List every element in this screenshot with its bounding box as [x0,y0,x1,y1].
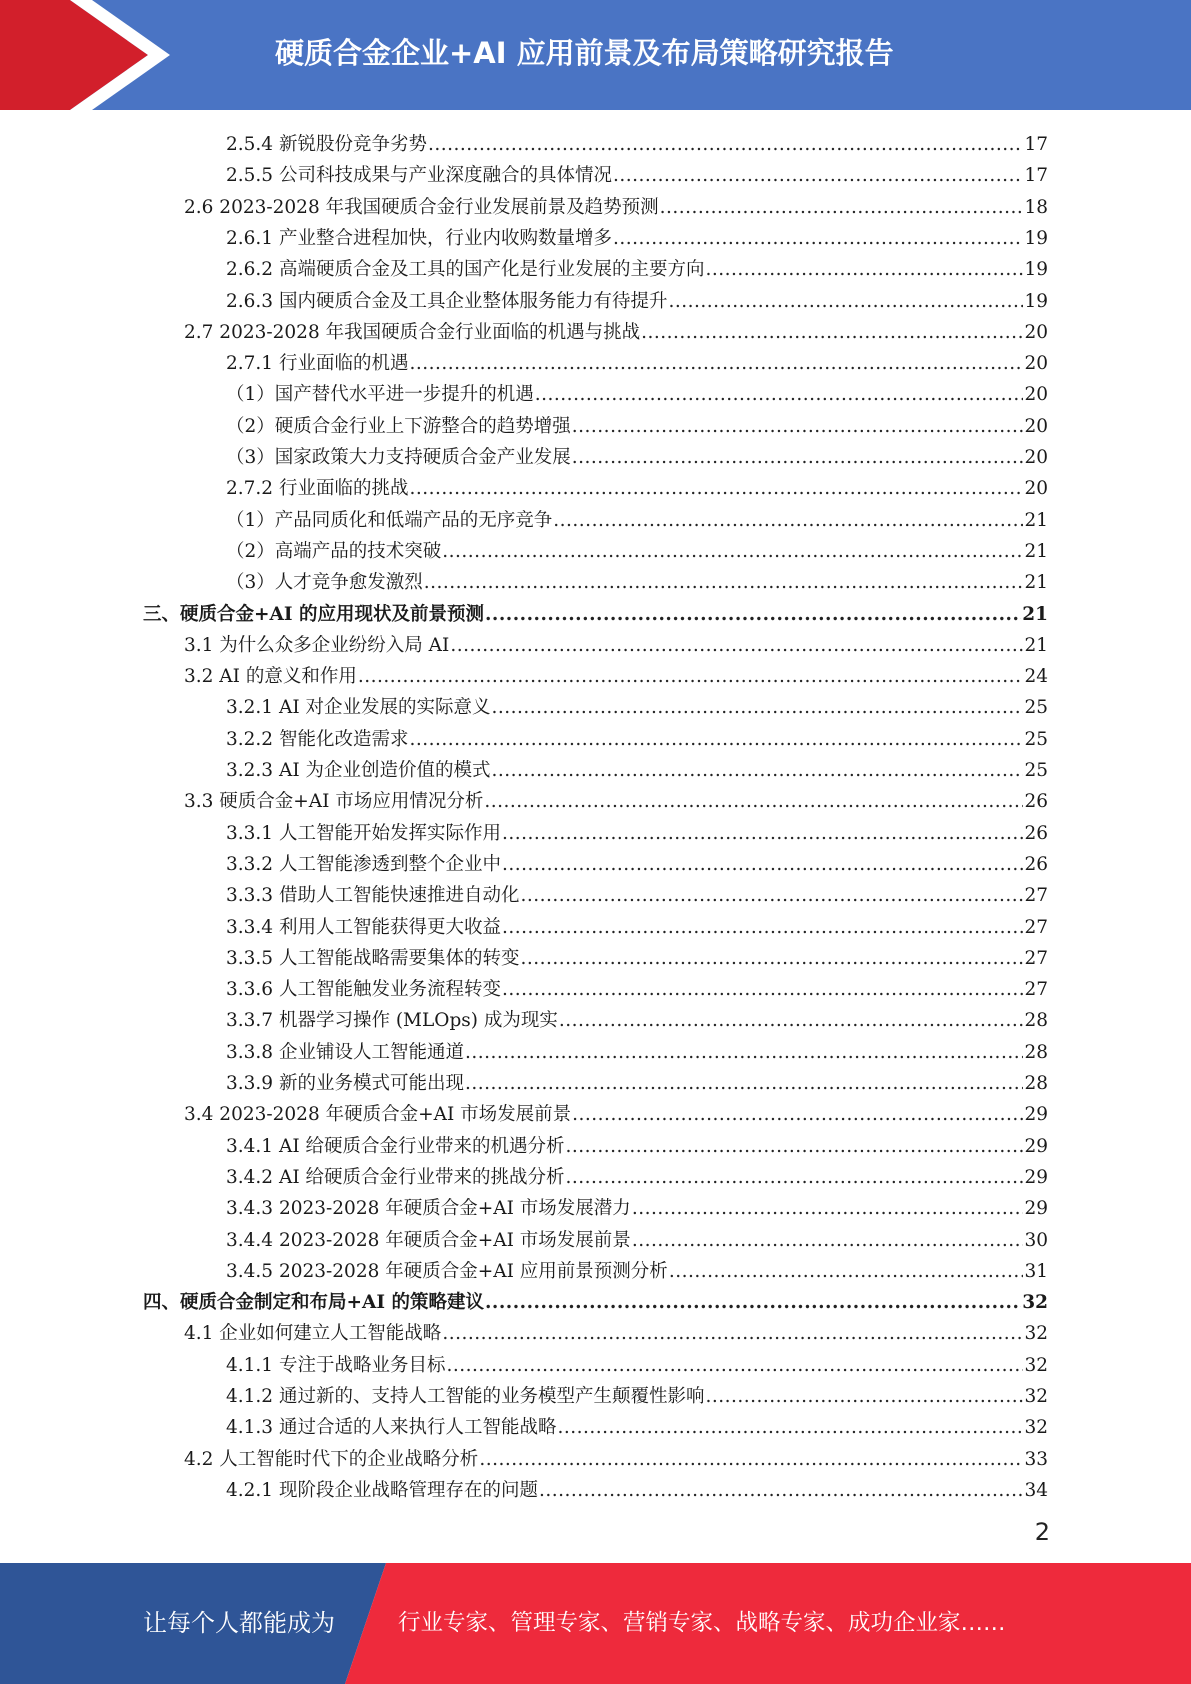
toc-entry-page: 25 [1024,760,1048,781]
toc-entry[interactable] [226,129,1048,160]
toc-dot-leader [705,254,1023,285]
toc-dot-leader [442,536,1023,567]
toc-entry-label: 3.4 2023-2028 年硬质合金+AI 市场发展前景 [184,1104,572,1126]
toc-entry-page: 28 [1024,1073,1048,1094]
toc-entry-label: 2.6 2023-2028 年我国硬质合金行业发展前景及趋势预测 [184,196,659,218]
toc-entry-page: 29 [1024,1198,1048,1220]
toc-entry-label: 3.2.3 AI 为企业创造价值的模式 [226,760,491,781]
toc-entry-label: 2.5.4 新锐股份竞争劣势 [226,134,427,155]
toc-entry-label: 3.4.3 2023-2028 年硬质合金+AI 市场发展潜力 [226,1198,631,1220]
toc-entry-page: 33 [1024,1448,1048,1470]
toc-entry[interactable] [226,348,1048,379]
toc-dot-leader [465,1037,1023,1068]
toc-entry[interactable] [184,1099,1048,1130]
toc-entry-page: 27 [1024,979,1048,1001]
toc-dot-leader [484,786,1023,817]
toc-dot-leader [559,1005,1024,1036]
toc-entry-page: 20 [1024,384,1048,406]
toc-entry[interactable] [226,1068,1048,1099]
toc-entry-label: 3.2 AI 的意义和作用 [184,666,357,688]
toc-entry[interactable] [184,192,1048,223]
toc-entry-page: 28 [1024,1041,1048,1063]
toc-entry-label: （1）产品同质化和低端产品的无序竞争 [226,509,553,531]
toc-dot-leader [424,567,1024,598]
toc-entry-label: 4.1 企业如何建立人工智能战略 [184,1323,442,1345]
toc-entry-label: 3.3.4 利用人工智能获得更大收益 [226,916,501,938]
report-title: 硬质合金企业+AI 应用前景及布局策略研究报告 [275,36,894,70]
toc-entry[interactable] [226,223,1048,254]
toc-dot-leader [669,1256,1024,1287]
footer-slogan-left: 让每个人都能成为 [143,1609,335,1637]
toc-dot-leader [572,1099,1023,1130]
toc-entry-label: 2.5.5 公司科技成果与产业深度融合的具体情况 [226,165,612,187]
toc-entry[interactable] [226,849,1048,880]
footer-slogan-right: 行业专家、管理专家、营销专家、战略专家、成功企业家…… [398,1610,1006,1636]
toc-entry[interactable] [226,818,1048,849]
toc-entry[interactable] [226,1037,1048,1068]
toc-dot-leader [502,974,1023,1005]
toc-entry[interactable] [226,692,1048,723]
toc-entry-page: 29 [1024,1135,1048,1157]
toc-entry-label: 4.1.1 专注于战略业务目标 [226,1354,446,1376]
toc-entry[interactable] [226,1475,1048,1506]
toc-entry-label: 4.2 人工智能时代下的企业战略分析 [184,1448,479,1470]
toc-entry-page: 30 [1024,1229,1048,1251]
toc-entry-label: 4.1.3 通过合适的人来执行人工智能战略 [226,1417,557,1439]
toc-dot-leader [557,1412,1023,1443]
toc-dot-leader [572,442,1024,473]
toc-dot-leader [485,1287,1021,1318]
toc-dot-leader [485,599,1021,630]
toc-entry-page: 20 [1024,478,1048,500]
toc-dot-leader [641,317,1023,348]
toc-entry-label: 四、硬质合金制定和布局+AI 的策略建议 [143,1292,484,1314]
toc-dot-leader [502,849,1023,880]
toc-dot-leader [705,1381,1023,1412]
toc-entry[interactable] [184,317,1048,348]
toc-entry-label: 3.2.1 AI 对企业发展的实际意义 [226,697,491,719]
toc-entry-page: 18 [1024,196,1048,218]
toc-entry-page: 34 [1024,1479,1048,1501]
toc-entry[interactable] [226,943,1048,974]
toc-entry-page: 19 [1024,259,1048,281]
toc-entry[interactable] [226,286,1048,317]
toc-entry-page: 20 [1024,447,1048,468]
toc-entry[interactable] [184,661,1048,692]
toc-entry-page: 32 [1024,1354,1048,1376]
toc-entry-page: 17 [1024,165,1048,187]
toc-entry-page: 26 [1024,822,1048,844]
toc-dot-leader [492,692,1024,723]
toc-entry-label: 3.3.2 人工智能渗透到整个企业中 [226,853,501,875]
toc-entry[interactable] [226,974,1048,1005]
toc-entry-page: 32 [1024,1323,1048,1345]
toc-dot-leader [442,1318,1023,1349]
toc-entry-label: 3.2.2 智能化改造需求 [226,728,409,750]
toc-dot-leader [358,661,1024,692]
toc-entry-label: 3.4.4 2023-2028 年硬质合金+AI 市场发展前景 [226,1229,631,1251]
toc-entry-label: 三、硬质合金+AI 的应用现状及前景预测 [143,603,484,625]
toc-entry-label: 3.4.2 AI 给硬质合金行业带来的挑战分析 [226,1166,565,1188]
toc-entry[interactable] [226,1256,1048,1287]
toc-entry-page: 29 [1024,1104,1048,1126]
toc-dot-leader [409,724,1023,755]
toc-dot-leader [566,1162,1024,1193]
toc-dot-leader [566,1131,1024,1162]
toc-entry[interactable] [226,567,1048,598]
toc-entry-page: 32 [1022,1292,1048,1314]
toc-entry[interactable] [226,724,1048,755]
toc-entry-page: 32 [1024,1417,1048,1439]
toc-entry-label: 2.7 2023-2028 年我国硬质合金行业面临的机遇与挑战 [184,321,641,343]
toc-entry[interactable] [226,1162,1048,1193]
toc-entry-label: （1）国产替代水平进一步提升的机遇 [226,384,534,406]
toc-dot-leader [613,223,1023,254]
toc-dot-leader [660,192,1024,223]
toc-entry[interactable] [226,880,1048,911]
toc-dot-leader [502,912,1023,943]
toc-entry-label: 3.3.6 人工智能触发业务流程转变 [226,979,501,1001]
toc-entry[interactable] [226,254,1048,285]
toc-entry[interactable] [143,599,1048,630]
toc-dot-leader [553,505,1023,536]
toc-dot-leader [428,129,1023,160]
toc-entry-page: 21 [1024,634,1048,656]
toc-dot-leader [668,286,1023,317]
toc-entry[interactable] [226,1005,1048,1036]
toc-entry-page: 27 [1024,885,1048,907]
toc-entry[interactable] [184,1318,1048,1349]
toc-entry[interactable] [226,1225,1048,1256]
toc-entry[interactable] [226,1381,1048,1412]
page-header [0,0,1191,110]
toc-entry-label: 2.7.2 行业面临的挑战 [226,478,409,500]
toc-entry[interactable] [184,786,1048,817]
toc-entry-label: 3.3.8 企业铺设人工智能通道 [226,1041,464,1063]
toc-entry-label: 3.3.3 借助人工智能快速推进自动化 [226,885,520,907]
toc-entry-page: 27 [1024,947,1048,969]
toc-entry[interactable] [226,160,1048,191]
toc-dot-leader [465,1068,1023,1099]
toc-entry[interactable] [184,1444,1048,1475]
toc-entry-page: 21 [1024,540,1048,562]
toc-entry-label: 3.4.5 2023-2028 年硬质合金+AI 应用前景预测分析 [226,1260,668,1282]
toc-entry[interactable] [184,630,1048,661]
toc-entry-label: 4.2.1 现阶段企业战略管理存在的问题 [226,1479,538,1501]
toc-entry-page: 21 [1022,603,1048,625]
toc-dot-leader [409,348,1023,379]
toc-entry[interactable] [226,411,1048,442]
toc-entry-page: 21 [1024,572,1048,594]
toc-entry[interactable] [226,505,1048,536]
toc-dot-leader [535,379,1024,410]
toc-entry[interactable] [226,1193,1048,1224]
toc-entry[interactable] [226,755,1048,786]
toc-entry-page: 20 [1024,353,1048,375]
toc-entry-label: 3.3.1 人工智能开始发挥实际作用 [226,822,501,844]
toc-dot-leader [613,160,1023,191]
toc-entry-label: （2）高端产品的技术突破 [226,540,442,562]
toc-entry-page: 28 [1024,1010,1048,1032]
toc-dot-leader [450,630,1023,661]
toc-entry-label: 4.1.2 通过新的、支持人工智能的业务模型产生颠覆性影响 [226,1386,705,1407]
toc-entry-label: 3.4.1 AI 给硬质合金行业带来的机遇分析 [226,1135,565,1157]
toc-entry-page: 24 [1024,666,1048,688]
toc-entry[interactable] [226,1131,1048,1162]
toc-dot-leader [520,943,1023,974]
toc-entry-page: 32 [1024,1386,1048,1407]
toc-dot-leader [539,1475,1023,1506]
toc-entry[interactable] [226,473,1048,504]
toc-entry-page: 20 [1024,415,1048,437]
page-number: 2 [1034,1518,1050,1546]
toc-entry[interactable] [226,442,1048,473]
toc-entry-page: 25 [1024,728,1048,750]
toc-entry-page: 27 [1024,916,1048,938]
toc-entry-label: 3.1 为什么众多企业纷纷入局 AI [184,634,450,656]
toc-entry-label: 3.3.7 机器学习操作 (MLOps) 成为现实 [226,1010,558,1032]
toc-entry-page: 20 [1024,321,1048,343]
toc-dot-leader [492,755,1024,786]
toc-entry-label: 2.6.1 产业整合进程加快，行业内收购数量增多 [226,227,612,249]
toc-entry-label: 2.6.3 国内硬质合金及工具企业整体服务能力有待提升 [226,290,668,312]
toc-dot-leader [632,1225,1024,1256]
toc-entry-label: 2.6.2 高端硬质合金及工具的国产化是行业发展的主要方向 [226,259,705,281]
toc-entry-page: 21 [1024,509,1048,531]
toc-entry-label: 3.3 硬质合金+AI 市场应用情况分析 [184,791,484,813]
toc-entry[interactable] [226,912,1048,943]
toc-entry-label: 2.7.1 行业面临的机遇 [226,353,409,375]
toc-entry-page: 17 [1024,134,1048,155]
toc-entry[interactable] [143,1287,1048,1318]
toc-entry-page: 26 [1024,791,1048,813]
toc-entry-page: 31 [1024,1260,1048,1282]
toc-dot-leader [520,880,1023,911]
toc-dot-leader [446,1350,1023,1381]
toc-entry[interactable] [226,1350,1048,1381]
toc-entry-page: 25 [1024,697,1048,719]
toc-entry-label: 3.3.9 新的业务模式可能出现 [226,1073,464,1094]
toc-entry-label: （2）硬质合金行业上下游整合的趋势增强 [226,415,571,437]
toc-entry-page: 26 [1024,853,1048,875]
toc-dot-leader [572,411,1024,442]
toc-dot-leader [479,1444,1023,1475]
toc-entry[interactable] [226,1412,1048,1443]
toc-entry-label: 3.3.5 人工智能战略需要集体的转变 [226,947,520,969]
toc-dot-leader [409,473,1023,504]
toc-entry-label: （3）人才竞争愈发激烈 [226,572,423,594]
toc-entry[interactable] [226,536,1048,567]
toc-entry-page: 29 [1024,1166,1048,1188]
toc-dot-leader [632,1193,1024,1224]
toc-entry-page: 19 [1024,290,1048,312]
toc-entry[interactable] [226,379,1048,410]
toc-dot-leader [502,818,1023,849]
toc-entry-label: （3）国家政策大力支持硬质合金产业发展 [226,447,571,468]
toc-entry-page: 19 [1024,227,1048,249]
page-footer [0,1563,1191,1684]
